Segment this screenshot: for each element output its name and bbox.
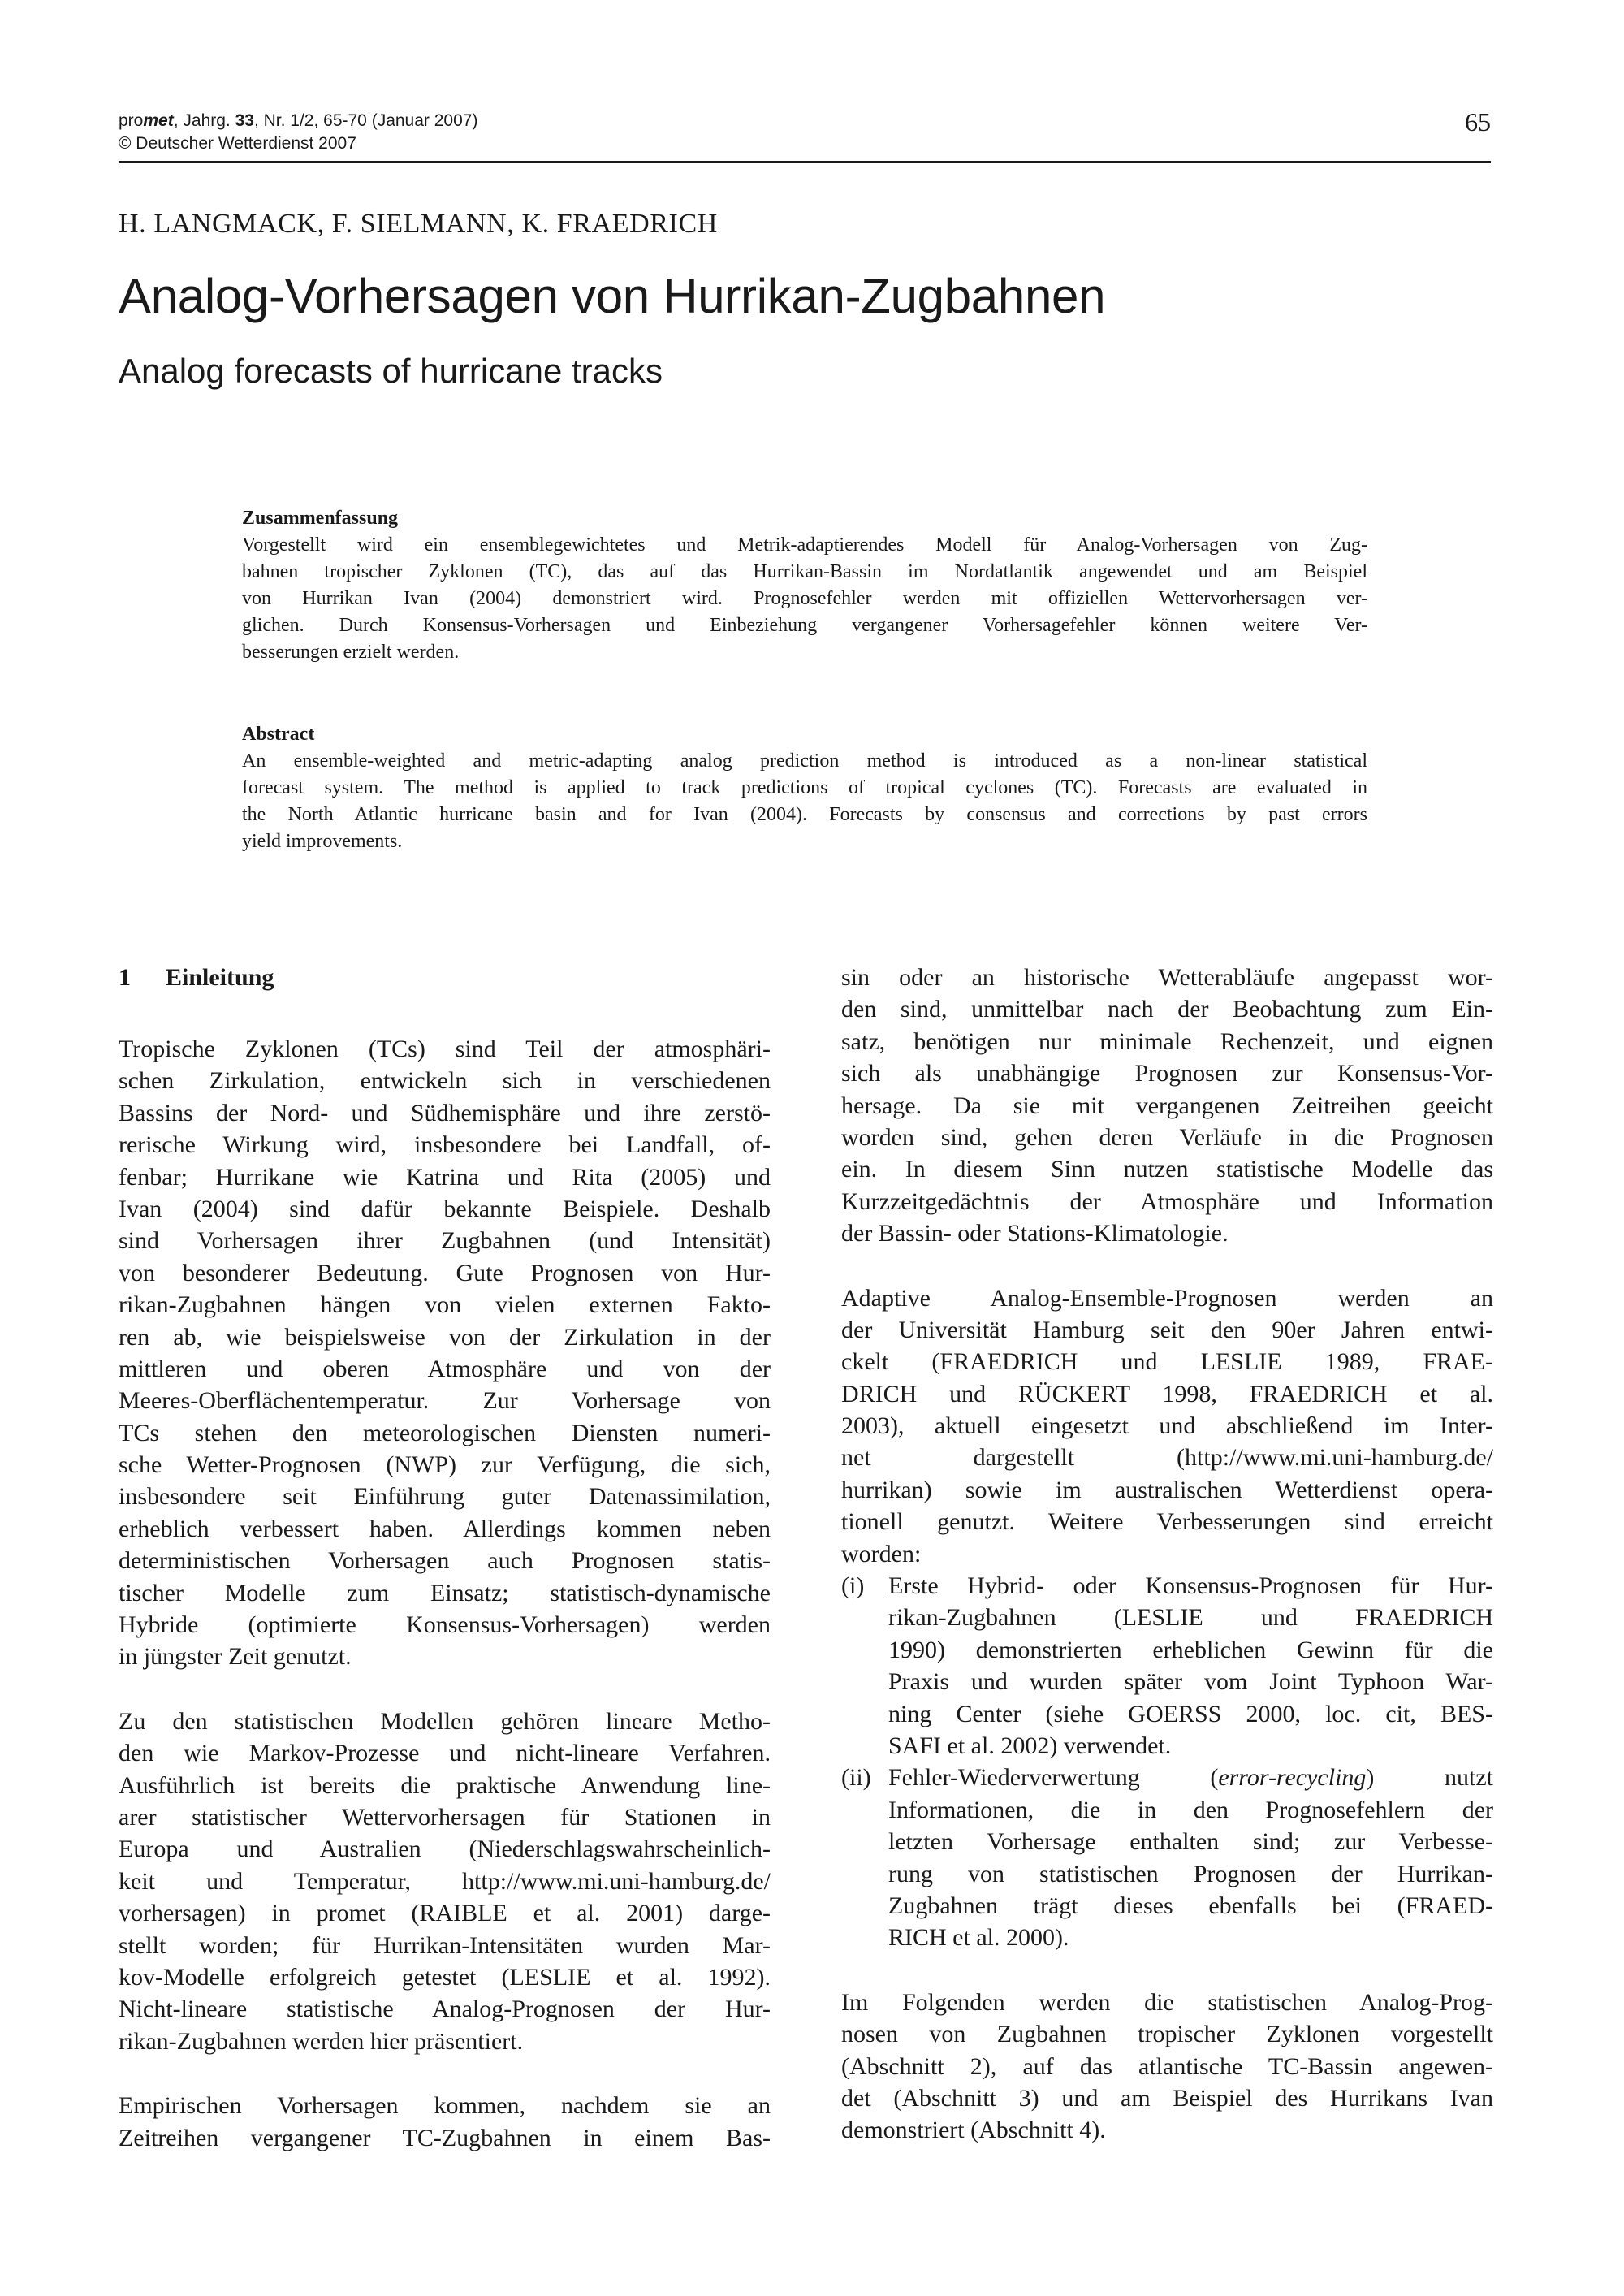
journal-volume: 33 [235,111,254,130]
section-heading [119,962,771,994]
running-header [119,107,1491,163]
abstract-english-heading: Abstract [242,724,315,745]
journal-citation [119,110,477,132]
text-line: fenbar; Hurrikane wie Katrina und Rita (2005) und [119,1163,771,1191]
text-line: den sind, unmittelbar nach der Beobachtung zum Ein- [841,996,1493,1023]
text-line: ein. In diesem Sinn nutzen statistische Modelle das [841,1156,1493,1183]
text-line: Informationen, die in den Prognosefehlern der [888,1796,1493,1823]
text-line: erheblich verbessert haben. Allerdings kommen neben [119,1515,771,1542]
list-marker: (ii) [841,1764,871,1792]
text-line: ren ab, wie beispielsweise von der Zirkulation in der [119,1323,771,1351]
text-line: 2003), aktuell eingesetzt und abschließend im Inter- [841,1412,1493,1440]
text-line: rerische Wirkung wird, insbesondere bei Landfall, of- [119,1131,771,1159]
journal-name-prefix: pro [119,111,144,130]
text-line: den wie Markov-Prozesse und nicht-lineare Verfahren. [119,1740,771,1767]
section-title: Einleitung [166,964,274,991]
text-line: Zugbahnen trägt dieses ebenfalls bei (FRAED- [888,1892,1493,1919]
abstract-line: An ensemble-weighted and metric-adapting analog prediction method is introduced as a non-linear statistical [242,750,1367,772]
article-subtitle: Analog forecasts of hurricane tracks [119,352,663,390]
journal-volume-label: , Jahrg. [173,111,235,130]
paragraph [841,1987,1493,2147]
abstract-line: forecast system. The method is applied to track predictions of tropical cyclones (TC). Forecasts are evaluated in [242,777,1367,798]
abstract-english [242,721,1367,855]
journal-issue-info: , Nr. 1/2, 65-70 (Januar 2007) [253,111,478,130]
text-line: Im Folgenden werden die statistischen Analog-Prog- [841,1988,1493,2016]
text-line: rikan-Zugbahnen werden hier präsentiert. [119,2027,524,2055]
text-line: tischer Modelle zum Einsatz; statistisch-dynamische [119,1579,771,1606]
text-line: Ausführlich ist bereits die praktische Anwendung line- [119,1771,771,1799]
abstract-german-heading: Zusammenfassung [242,508,399,529]
emphasis-term: error-recycling [1218,1764,1367,1792]
body-column-right [841,962,1493,2179]
text-line: ning Center (siehe GOERSS 2000, loc. cit, BES- [888,1700,1493,1727]
text-line: demonstriert (Abschnitt 4). [841,2117,1106,2144]
list-item [841,1762,1493,1953]
text-line: SAFI et al. 2002) verwendet. [888,1732,1172,1759]
text-line: Europa und Australien (Niederschlagswahrscheinlich- [119,1836,771,1863]
text-line: RICH et al. 2000). [888,1924,1069,1952]
text-line: Ivan (2004) sind dafür bekannte Beispiele. Deshalb [119,1195,771,1222]
text-line: in jüngster Zeit genutzt. [119,1643,352,1671]
text-line: Zeitreihen vergangener TC-Zugbahnen in einem Bas- [119,2124,771,2151]
text-line: Adaptive Analog-Ensemble-Prognosen werden an [841,1284,1493,1312]
list-marker: (i) [841,1572,865,1600]
text-line: DRICH und RÜCKERT 1998, FRAEDRICH et al. [841,1380,1493,1407]
text-line: sche Wetter-Prognosen (NWP) zur Verfügung, die sich, [119,1451,771,1479]
text-line: rikan-Zugbahnen hängen von vielen externen Fakto- [119,1291,771,1319]
paragraph [841,962,1493,1250]
text-line: keit und Temperatur, http://www.mi.uni-hamburg.de/ [119,1867,771,1895]
text-line: kov-Modelle erfolgreich getestet (LESLIE et al. 1992). [119,1963,771,1991]
text-line: Meeres-Oberflächentemperatur. Zur Vorhersage von [119,1387,771,1415]
text-line: letzten Vorhersage enthalten sind; zur Verbesse- [888,1828,1493,1856]
abstract-line: yield improvements. [242,831,403,852]
text-line: Praxis und wurden später vom Joint Typhoon War- [888,1668,1493,1696]
text-line: Bassins der Nord- und Südhemisphäre und ihre zerstö- [119,1099,771,1126]
article-title: Analog-Vorhersagen von Hurrikan-Zugbahnen [119,269,1106,323]
page-number: 65 [1465,107,1491,136]
text-line: stellt worden; für Hurrikan-Intensitäten wurden Mar- [119,1931,771,1959]
text-line: insbesondere seit Einführung guter Datenassimilation, [119,1483,771,1511]
text-line: nosen von Zugbahnen tropischer Zyklonen vorgestellt [841,2021,1493,2048]
text-line: rung von statistischen Prognosen der Hurrikan- [888,1860,1493,1887]
text-line: ckelt (FRAEDRICH und LESLIE 1989, FRAE- [841,1348,1493,1376]
abstract-line: the North Atlantic hurricane basin and for Ivan (2004). Forecasts by consensus and corrections by past errors [242,804,1367,825]
text-line: worden: [841,1540,922,1567]
text-line: Nicht-lineare statistische Analog-Prognosen der Hur- [119,1995,771,2023]
text-line: von besonderer Bedeutung. Gute Prognosen von Hur- [119,1259,771,1286]
paragraph [119,2090,771,2154]
text-line: Zu den statistischen Modellen gehören lineare Metho- [119,1707,771,1735]
author-list: H. LANGMACK, F. SIELMANN, K. FRAEDRICH [119,209,718,239]
text-line: Empirischen Vorhersagen kommen, nachdem sie an [119,2092,771,2120]
text-line: Tropische Zyklonen (TCs) sind Teil der atmosphäri- [119,1036,771,1062]
text-line: deterministischen Vorhersagen auch Prognosen statis- [119,1547,771,1575]
text-line: mittleren und oberen Atmosphäre und von der [119,1355,771,1382]
text-line: hersage. Da sie mit vergangenen Zeitreihen geeicht [841,1092,1493,1119]
text-line: arer statistischer Wettervorhersagen für Stationen in [119,1803,771,1831]
abstract-line: glichen. Durch Konsensus-Vorhersagen und Einbeziehung vergangener Vorhersagefehler können weitere Ver- [242,615,1367,636]
text-line: net dargestellt (http://www.mi.uni-hamburg.de/ [841,1444,1493,1472]
text-line: hurrikan) sowie im australischen Wetterdienst opera- [841,1476,1493,1503]
text-line: det (Abschnitt 3) und am Beispiel des Hurrikans Ivan [841,2084,1493,2112]
text-line: Hybride (optimierte Konsensus-Vorhersagen) werden [119,1611,771,1639]
text-line: vorhersagen) in promet (RAIBLE et al. 2001) darge- [119,1900,771,1927]
journal-name-suffix: met [143,111,174,130]
text-line: der Bassin- oder Stations-Klimatologie. [841,1220,1229,1247]
abstract-line: von Hurrikan Ivan (2004) demonstriert wird. Prognosefehler werden mit offiziellen Wettervorhersagen ver- [242,588,1367,609]
text-line: satz, benötigen nur minimale Rechenzeit, und eignen [841,1027,1493,1055]
text-fragment: ) nutzt [1366,1764,1493,1792]
text-line: rikan-Zugbahnen (LESLIE und FRAEDRICH [888,1604,1493,1632]
text-line: worden sind, gehen deren Verläufe in die Prognosen [841,1123,1493,1151]
text-line: Erste Hybrid- oder Konsensus-Prognosen für Hur- [888,1572,1493,1600]
text-line [888,1762,1493,1793]
paragraph-with-list [841,1282,1493,1954]
abstract-german [242,505,1367,666]
abstract-line: Vorgestellt wird ein ensemblegewichtetes und Metrik-adaptierendes Modell für Analog-Vorhersagen von Zug- [242,534,1367,556]
text-line: tionell genutzt. Weitere Verbesserungen sind erreicht [841,1508,1493,1536]
text-line: sind Vorhersagen ihrer Zugbahnen (und Intensität) [119,1227,771,1255]
text-line: schen Zirkulation, entwickeln sich in verschiedenen [119,1067,771,1095]
text-line: sich als unabhängige Prognosen zur Konsensus-Vor- [841,1060,1493,1087]
text-line: 1990) demonstrierten erheblichen Gewinn für die [888,1636,1493,1663]
abstract-line: besserungen erzielt werden. [242,642,460,663]
text-line: TCs stehen den meteorologischen Diensten numeri- [119,1419,771,1446]
copyright-notice: © Deutscher Wetterdienst 2007 [119,134,356,153]
text-line: sin oder an historische Wetterabläufe angepasst wor- [841,964,1493,991]
text-fragment: Fehler-Wiederverwertung ( [888,1764,1219,1792]
paragraph [119,1033,771,1673]
section-number: 1 [119,964,131,991]
text-line: der Universität Hamburg seit den 90er Jahren entwi- [841,1316,1493,1343]
paragraph [119,1706,771,2057]
list-item [841,1570,1493,1762]
abstract-line: bahnen tropischer Zyklonen (TC), das auf das Hurrikan-Bassin im Nordatlantik angewendet und am Beispiel [242,561,1367,582]
body-column-left [119,962,771,2186]
text-line: (Abschnitt 2), auf das atlantische TC-Bassin angewen- [841,2052,1493,2080]
text-line: Kurzzeitgedächtnis der Atmosphäre und Information [841,1187,1493,1215]
